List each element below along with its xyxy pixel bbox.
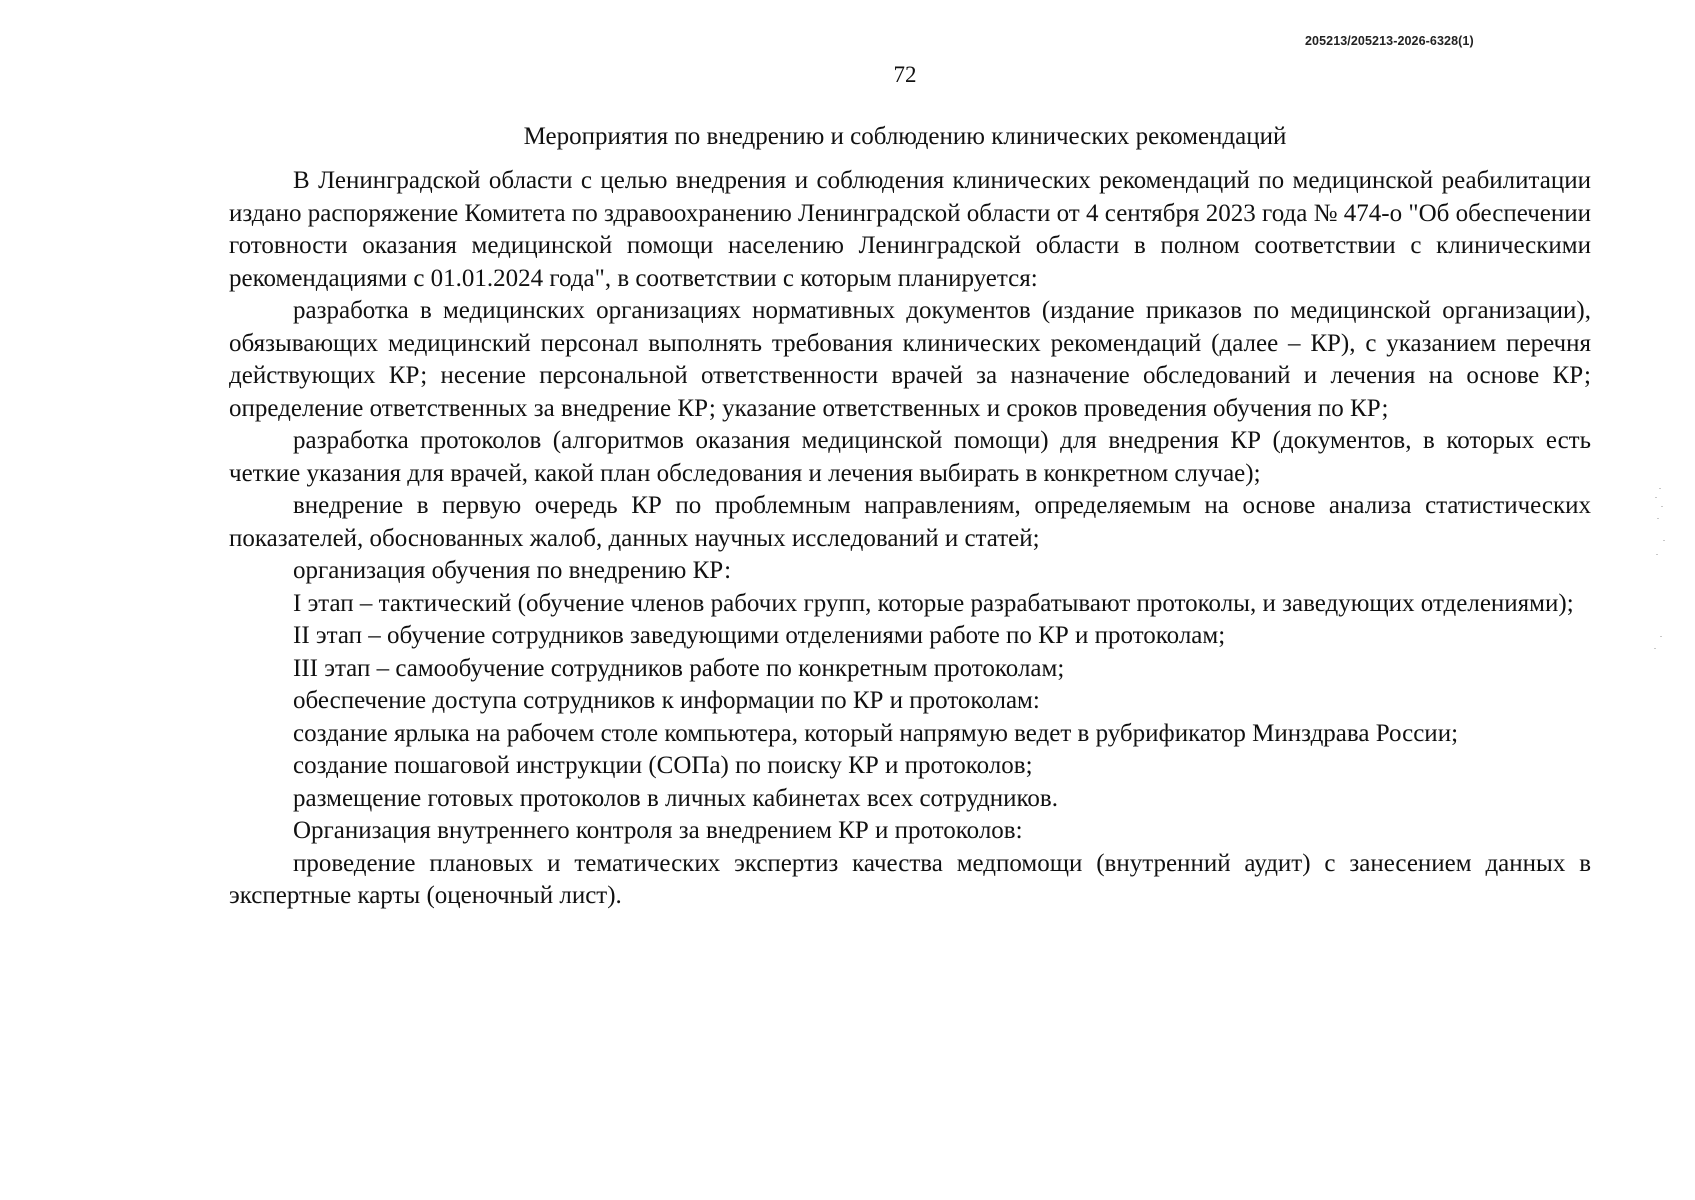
- paragraph-normative-documents: разработка в медицинских организациях нормативных документов (издание приказов по медицинской организации), обязывающих медицинский персонал выполнять требования клинических рекомендаций (далее – КР), с указанием перечня действующих КР; несение персональной ответственности врачей за назначение обследований и лечения на основе КР; определение ответственных за внедрение КР; указание ответственных и сроков проведения обучения по КР;: [229, 297, 1591, 422]
- paragraph-intro: В Ленинградской области с целью внедрения и соблюдения клинических рекомендаций по медицинской реабилитации издано распоряжение Комитета по здравоохранению Ленинградской области от 4 сентября 2023 года № 474-о "Об обеспечении готовности оказания медицинской помощи населению Ленинградской области в полном соответствии с клиническими рекомендациями с 01.01.2024 года", в соответствии с которым планируется:: [229, 167, 1591, 292]
- paragraph-sop: создание пошаговой инструкции (СОПа) по поиску КР и протоколов;: [293, 752, 1033, 779]
- paragraph-internal-control: Организация внутреннего контроля за внедрением КР и протоколов:: [293, 817, 1023, 844]
- paragraph-stage-1: I этап – тактический (обучение членов рабочих групп, которые разрабатывают протоколы, и заведующих отделениями);: [293, 589, 1574, 617]
- paragraph-expert-review: проведение плановых и тематических экспертиз качества медпомощи (внутренний аудит) с занесением данных в экспертные карты (оценочный лист).: [229, 849, 1591, 909]
- paragraph-desktop-shortcut: создание ярлыка на рабочем столе компьютера, который напрямую ведет в рубрификатор Минздрава России;: [293, 719, 1459, 747]
- page-title: Мероприятия по внедрению и соблюдению клинических рекомендаций: [523, 123, 1287, 150]
- document-registration-number: 205213/205213-2026-6328(1): [1305, 34, 1474, 48]
- paragraph-stage-2: II этап – обучение сотрудников заведующими отделениями работе по КР и протоколам;: [293, 622, 1226, 649]
- paragraph-priority-implementation: внедрение в первую очередь КР по проблемным направлениям, определяемым на основе анализа статистических показателей, обоснованных жалоб, данных научных исследований и статей;: [229, 492, 1591, 552]
- document-body: [229, 165, 1591, 913]
- scan-margin-marks: [1653, 488, 1673, 668]
- paragraph-stage-3: III этап – самообучение сотрудников работе по конкретным протоколам;: [293, 654, 1065, 682]
- paragraph-training-organization: организация обучения по внедрению КР:: [293, 557, 732, 584]
- paragraph-protocols: разработка протоколов (алгоритмов оказания медицинской помощи) для внедрения КР (документов, в которых есть четкие указания для врачей, какой план обследования и лечения выбирать в конкретном случае);: [229, 427, 1591, 487]
- page-number: 72: [893, 62, 917, 87]
- paragraph-information-access: обеспечение доступа сотрудников к информации по КР и протоколам:: [293, 687, 1040, 714]
- paragraph-personal-accounts: размещение готовых протоколов в личных кабинетах всех сотрудников.: [293, 784, 1058, 812]
